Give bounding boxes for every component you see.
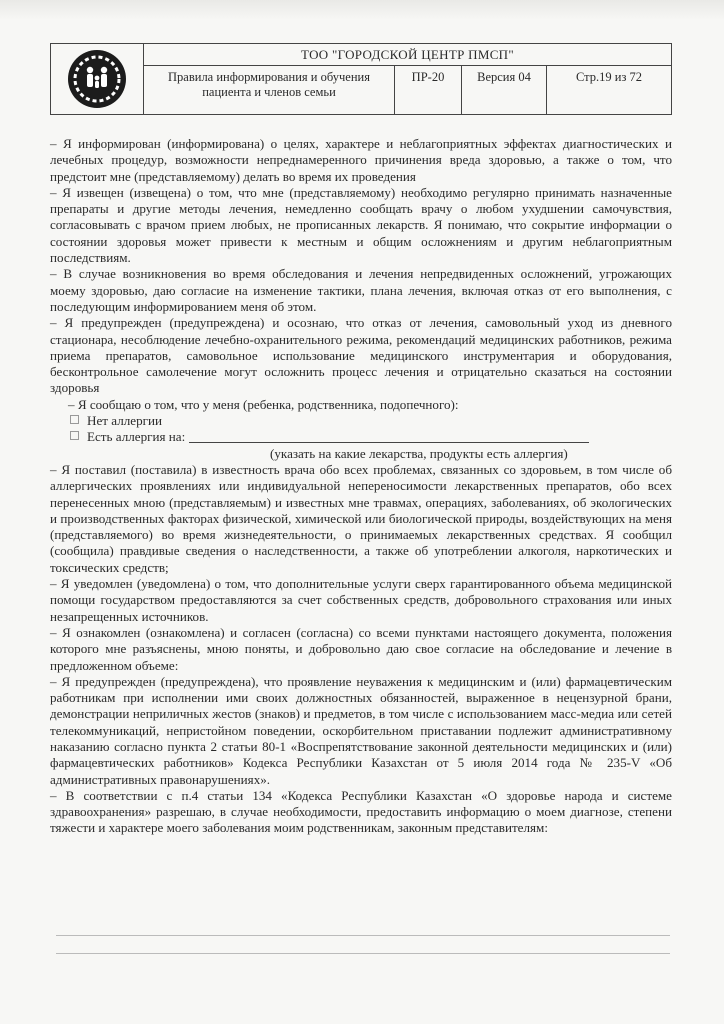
no-allergy-label: Нет аллергии bbox=[87, 413, 163, 429]
document-header bbox=[50, 43, 672, 115]
allergy-input-line[interactable] bbox=[189, 430, 589, 443]
document-code: ПР-20 bbox=[395, 66, 462, 114]
no-allergy-option[interactable] bbox=[50, 413, 672, 429]
representatives-line-1[interactable] bbox=[56, 935, 670, 936]
logo-cell bbox=[51, 44, 144, 114]
paragraph-health-disclosure: – Я поставил (поставила) в известность врача обо всех проблемах, связанных со здоровьем, в том числе об аллергических проявлениях или индивидуальной непереносимости лекарственных препаратов, обо всех перенесенных мною (представляемым) и известных мне травмах, операциях, заболеваниях, об экологических и производственных факторах физической, химической или биологической природы, воздействующих на меня (представляемого) во время жизнедеятельности, о принимаемых лекарственных средствах. Я сообщил (сообщила) правдивые сведения о наследственности, а также об употреблении алкоголя, наркотических и токсических средств; bbox=[50, 461, 672, 575]
no-allergy-checkbox[interactable] bbox=[70, 415, 79, 424]
allergy-intro: – Я сообщаю о том, что у меня (ребенка, родственника, подопечного): bbox=[68, 396, 459, 412]
paragraph-info-disclosure: – В соответствии с п.4 статьи 134 «Кодекса Республики Казахстан «О здоровье народа и системе здравоохранения» разрешаю, в случае необходимости, предоставить информацию о моем диагнозе, степени тяжести и характере моего заболевания моим родственникам, законным представителям: bbox=[50, 787, 672, 836]
paragraph-acknowledged: – Я ознакомлен (ознакомлена) и согласен (согласна) со всеми пунктами настоящего документа, положения которого мне разъяснены, мною поняты, и добровольно даю свое согласие на обследование и лечение в предложенном объеме: bbox=[50, 624, 672, 673]
has-allergy-label: Есть аллергия на: bbox=[87, 429, 186, 445]
paragraph-complications: – В случае возникновения во время обследования и лечения непредвиденных осложнений, угрожающих моему здоровью, даю согласие на изменение тактики, плана лечения, включая отказ от его выполнения, с последующим информированием меня об этом. bbox=[50, 266, 672, 314]
allergy-note: (указать на какие лекарства, продукты есть аллергия) bbox=[270, 445, 568, 461]
document-title: Правила информирования и обучения пациента и членов семьи bbox=[144, 66, 395, 114]
has-allergy-option[interactable] bbox=[50, 429, 672, 445]
representatives-line-2[interactable] bbox=[56, 953, 670, 954]
has-allergy-checkbox[interactable] bbox=[70, 431, 79, 440]
page-number: Стр.19 из 72 bbox=[575, 70, 643, 84]
paragraph-additional-services: – Я уведомлен (уведомлена) о том, что дополнительные услуги сверх гарантированного объема медицинской помощи государством предоставляются за счет собственных средств, добровольного страхования или иных незапрещенных источников. bbox=[50, 576, 672, 624]
scan-top-band bbox=[0, 0, 724, 20]
paragraph-disrespect-warning: – Я предупрежден (предупреждена), что проявление неуважения к медицинским и (или) фармацевтическим работникам при исполнении ими своих должностных обязанностей, выраженное в нецензурной брани, демонстрации неприличных жестов (знаков) и предметов, в том числе с использованием масс-медиа или сетей телекоммуникаций, непристойном поведении, оскорбительном приставании подлежит административному наказанию согласно пункта 2 статьи 80-1 «Воспрепятствование законной деятельности медицинских и (или) фармацевтических работников» Кодекса Республики Казахстан от 5 июля 2014 года № 235-V «Об административных правонарушениях». bbox=[50, 673, 672, 787]
document-version: Версия 04 bbox=[462, 66, 547, 114]
family-emblem-icon bbox=[67, 49, 127, 109]
paragraph-informed: – Я информирован (информирована) о целях, характере и неблагоприятных эффектах диагностических и лечебных процедур, возможности непреднамеренного причинения вреда здоровью, а также о том, что предстоит мне (представляемому) делать во время их проведения bbox=[50, 136, 672, 184]
paragraph-notified: – Я извещен (извещена) о том, что мне (представляемому) необходимо регулярно принимать назначенные препараты и другие методы лечения, немедленно сообщать врачу о любом ухудшении самочувствия, согласовывать с врачом прием любых, не прописанных лекарств. Я понимаю, что сокрытие информации о состоянии здоровья может привести к местным и общим осложнениям и другим неблагоприятным последствиям. bbox=[50, 184, 672, 266]
organization-name: ТОО "ГОРОДСКОЙ ЦЕНТР ПМСП" bbox=[144, 44, 671, 66]
document-body bbox=[50, 136, 672, 837]
paragraph-warned-refusal: – Я предупрежден (предупреждена) и осознаю, что отказ от лечения, самовольный уход из дневного стационара, несоблюдение лечебно-охранительного режима, рекомендаций медицинских работников, режима приема препаратов, самовольное использование медицинского инструментария и оборудования, бесконтрольное самолечение могут осложнить процесс лечения и отрицательно сказаться на состоянии здоровья bbox=[50, 315, 672, 396]
